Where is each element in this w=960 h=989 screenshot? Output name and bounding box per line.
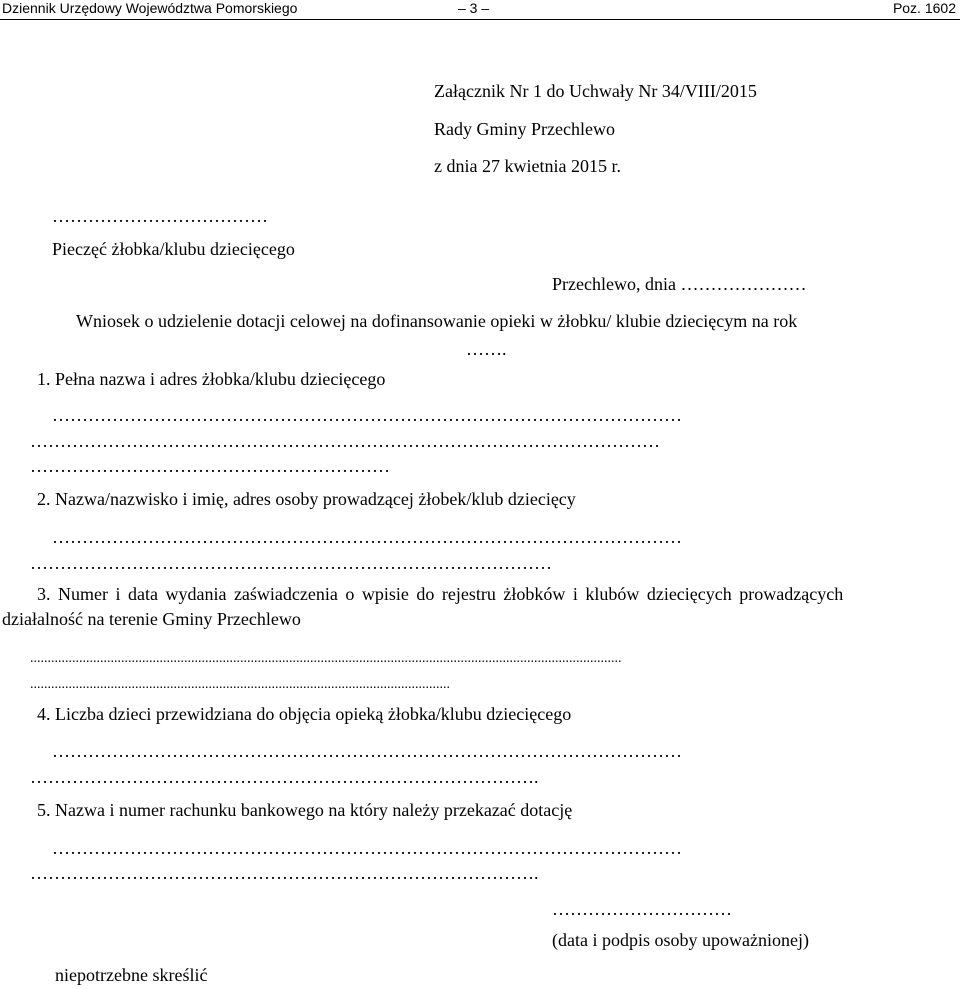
field-2-label: 2. Nazwa/nazwisko i imię, adres osoby prowadzącej żłobek/klub dziecięcy bbox=[37, 489, 576, 509]
position-number: Poz. 1602 bbox=[892, 0, 956, 16]
field-3-line-2: ........................................................................................................................ bbox=[30, 677, 450, 692]
field-1-line-1: …………………………………………………………………………………………… bbox=[52, 405, 682, 425]
footnote: niepotrzebne skreślić bbox=[55, 965, 208, 985]
year-dots: ……. bbox=[466, 339, 507, 359]
signature-dots: ………………………… bbox=[552, 899, 732, 919]
place-date: Przechlewo, dnia ………………… bbox=[552, 274, 807, 294]
field-4-label: 4. Liczba dzieci przewidziana do objęcia opieką żłobka/klubu dziecięcego bbox=[37, 704, 572, 724]
field-3-line-1: ......................................................................................................................................................................... bbox=[30, 651, 622, 666]
header-rule bbox=[0, 19, 960, 20]
stamp-dots: ……………………………… bbox=[52, 206, 268, 226]
stamp-label: Pieczęć żłobka/klubu dziecięcego bbox=[52, 239, 295, 259]
field-1-line-3: …………………………………………………… bbox=[30, 456, 390, 476]
field-1-label: 1. Pełna nazwa i adres żłobka/klubu dziecięcego bbox=[37, 369, 386, 389]
signature-label: (data i podpis osoby upoważnionej) bbox=[552, 930, 809, 950]
field-2-line-2: …………………………………………………………………………… bbox=[30, 553, 552, 573]
field-5-line-2: …………………………………………………………………………. bbox=[30, 863, 539, 883]
attachment-line-2: Rady Gminy Przechlewo bbox=[434, 119, 615, 139]
field-5-line-1: …………………………………………………………………………………………… bbox=[52, 838, 682, 858]
attachment-line-3: z dnia 27 kwietnia 2015 r. bbox=[434, 156, 621, 176]
attachment-line-1: Załącznik Nr 1 do Uchwały Nr 34/VIII/2015 bbox=[434, 81, 757, 101]
field-4-line-2: …………………………………………………………………………. bbox=[30, 767, 539, 787]
field-5-label: 5. Nazwa i numer rachunku bankowego na który należy przekazać dotację bbox=[37, 800, 573, 820]
field-3-label: 3. Numer i data wydania zaświadczenia o wpisie do rejestru żłobków i klubów dziecięcych prowadzących bbox=[37, 584, 844, 604]
field-3-label-cont: działalność na terenie Gminy Przechlewo bbox=[2, 609, 301, 629]
field-4-line-1: …………………………………………………………………………………………… bbox=[52, 741, 682, 761]
journal-title: Dziennik Urzędowy Województwa Pomorskiego bbox=[2, 0, 298, 16]
page-header bbox=[0, 0, 960, 20]
field-1-line-2: …………………………………………………………………………………………… bbox=[30, 431, 660, 451]
page-number: – 3 – bbox=[458, 0, 490, 16]
document-title: Wniosek o udzielenie dotacji celowej na dofinansowanie opieki w żłobku/ klubie dziecięcym na rok bbox=[76, 311, 798, 331]
field-2-line-1: …………………………………………………………………………………………… bbox=[52, 527, 682, 547]
